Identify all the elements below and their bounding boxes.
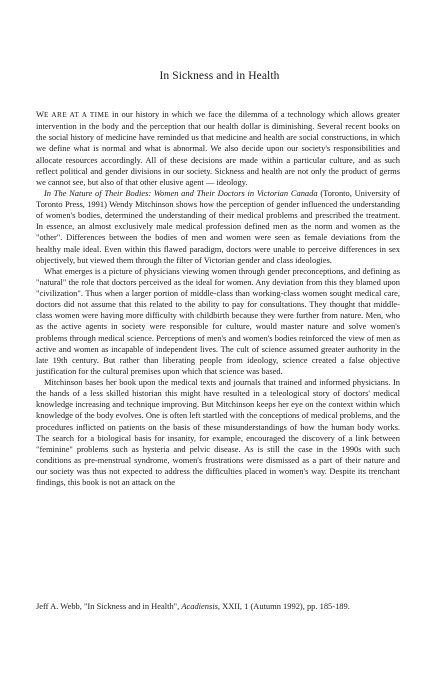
- journal-name: Acadiensis: [181, 601, 218, 611]
- article-body: [36, 109, 400, 488]
- paragraph-4: Mitchinson bases her book upon the medical texts and journals that trained and informed physicians. In the hands of a less skilled historian this might have resulted in a teleological story of doctors' medical knowledge increasing and technique improving. But Mitchinson keeps her eye on the context within which knowledge of the body evolves. One is often left startled with the conceptions of medical problems, and the procedures inflicted on patients on the basis of these misunderstandings of how the human body works. The search for a biological basis for insanity, for example, encouraged the discovery of a link between "feminine" problems such as hysteria and pelvic disease. As is still the case in the 1990s with such conditions as pre-menstrual syndrome, women's frustrations were dismissed as a part of their nature and our society was thus not expected to address the difficulties placed in women's way. Despite its trenchant findings, this book is not an attack on the: [36, 377, 400, 488]
- book-title: In The Nature of Their Bodies: Women and Their Doctors in Victorian Canada: [44, 187, 318, 198]
- paragraph-2: [36, 188, 400, 266]
- drop-letter: W: [36, 109, 44, 119]
- citation-footnote: [36, 601, 400, 612]
- paragraph-3: What emerges is a picture of physicians viewing women through gender preconceptions, and defining as "natural" the role that doctors perceived as the ideal for women. Any deviation from this they blamed upon "civilization". Thus when a larger portion of middle-class than working-class women sought medical care, doctors did not assume that this related to the ability to pay for consultations. They thought that middle-class women were having more difficulty with childbirth because they were further from nature. Men, who as the active agents in society were responsible for culture, would master nature and solve women's problems through medical science. Perceptions of men's and women's bodies reinforced the view of men as active and women as incapable of independent lives. The cult of science assumed greater authority in the late 19th century. But rather than liberating people from ideology, science created a false objective justification for the cultural premises upon which that science was based.: [36, 265, 400, 376]
- intro-text: in our history in which we face the dilemma of a technology which allows greater intervention in the body and the perception that our health dollar is diminishing. Several recent books on the social history of medicine have reminded us that medicine and health are social constructions, in which we define what is normal and what is abnormal. We also decide upon our society's responsibilities and allocate resources accordingly. All of these decisions are made within a particular culture, and as such reflect political and gender divisions in our society. Sickness and health are not only the product of germs we cannot see, but also of that other elusive agent — ideology.: [36, 109, 400, 187]
- small-caps-lead: E ARE AT A TIME: [43, 111, 110, 119]
- citation-details: , XXII, 1 (Autumn 1992), pp. 185-189.: [217, 601, 350, 611]
- article-title: In Sickness and in Health: [159, 70, 280, 82]
- paragraph-2-text: (Toronto, University of Toronto Press, 1991) Wendy Mitchinson shows how the perception of gender influenced the understanding of women's bodies, determined the understanding of their medical problems and prescribed the treatment. In essence, an almost exclusively male medical profession defined men as the norm and women as the "other". Differences between the bodies of men and women were seen as female deviations from the healthy male ideal. Even within this flawed paradigm, doctors were unable to perceive differences in sex objectively, but viewed them through the filter of Victorian gender and class ideologies.: [36, 187, 400, 265]
- intro-paragraph: [36, 109, 400, 188]
- citation-text: Jeff A. Webb, "In Sickness and in Health",: [36, 601, 182, 611]
